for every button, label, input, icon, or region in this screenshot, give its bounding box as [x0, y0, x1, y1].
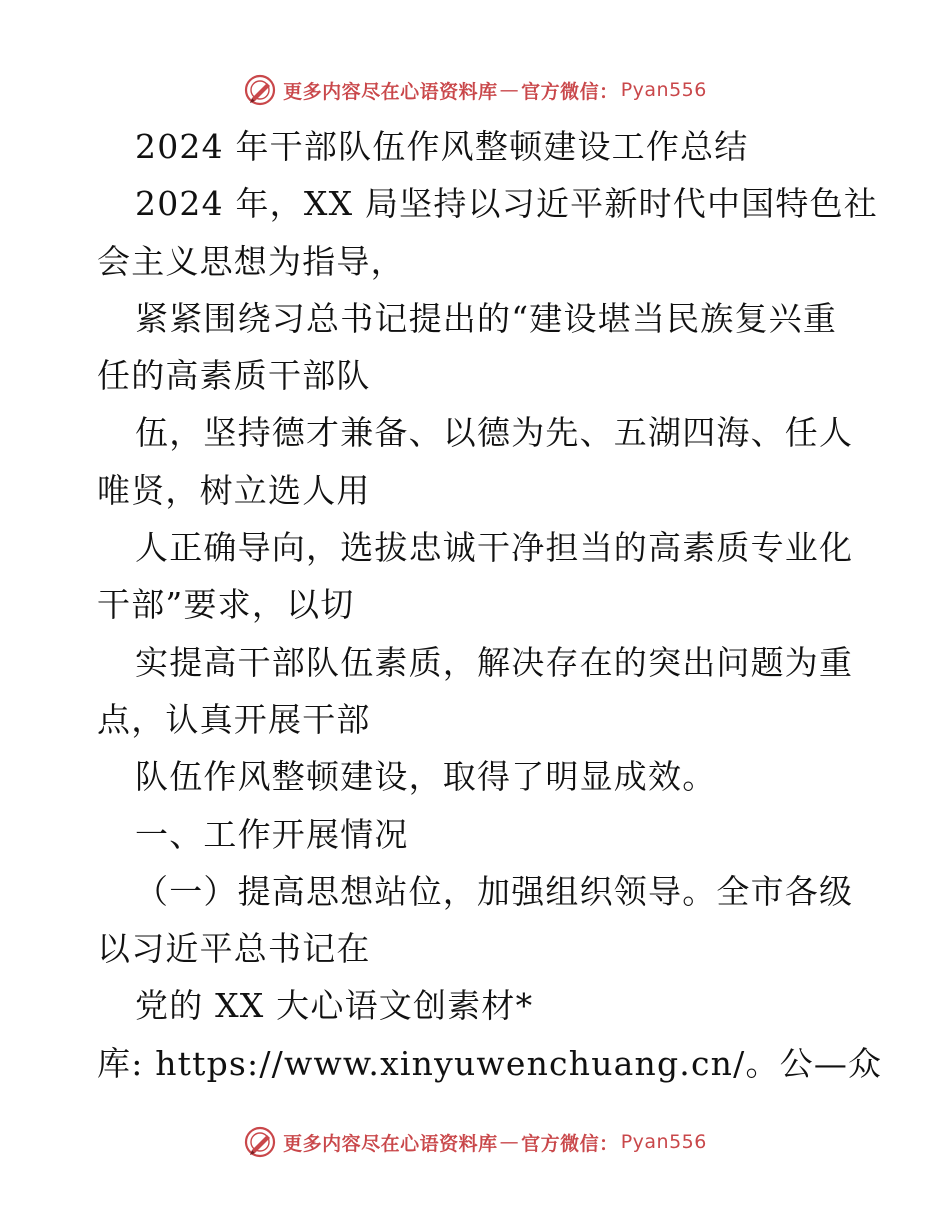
text-line: 党的 XX 大心语文创素材*: [135, 986, 534, 1026]
text-line: 人正确导向，选拔忠诚干净担当的高素质专业化: [135, 528, 854, 568]
banner-wechat-label: 官方微信：: [521, 80, 619, 103]
text-line: 点，认真开展干部: [97, 699, 371, 739]
document-body: [97, 118, 883, 1092]
text-line: （一）提高思想站位，加强组织领导。全市各级: [135, 871, 854, 911]
pen-logo-icon: [243, 73, 277, 107]
text-line: 以习近平总书记在: [97, 929, 371, 969]
banner-separator: —: [499, 79, 520, 101]
footer-watermark-banner: [0, 1124, 950, 1160]
text-line: 2024 年干部队伍作风整顿建设工作总结: [135, 127, 749, 166]
text-line: 唯贤，树立选人用: [97, 470, 371, 510]
text-line: 任的高素质干部队: [97, 356, 371, 396]
banner-wechat-id: Pyan556: [620, 1131, 707, 1153]
banner-wechat-label: 官方微信：: [521, 1132, 619, 1155]
text-line: 库: https://www.xinyuwenchuang.cn/。公—众: [97, 1043, 883, 1083]
text-line: 一、工作开展情况: [135, 814, 409, 854]
text-line: 会主义思想为指导，: [97, 241, 405, 281]
banner-text: 更多内容尽在心语资料库: [283, 1132, 498, 1155]
banner-text: 更多内容尽在心语资料库: [283, 80, 498, 103]
text-line: 实提高干部队伍素质，解决存在的突出问题为重: [135, 642, 854, 682]
text-line: 紧紧围绕习总书记提出的“建设堪当民族复兴重: [135, 298, 838, 338]
header-watermark-banner: [0, 72, 950, 108]
text-line: 队伍作风整顿建设，取得了明显成效。: [135, 757, 717, 797]
pen-logo-icon: [243, 1125, 277, 1159]
text-line: 2024 年，XX 局坚持以习近平新时代中国特色社: [135, 184, 878, 224]
text-line: 干部”要求，以切: [97, 585, 355, 625]
text-line: 伍，坚持德才兼备、以德为先、五湖四海、任人: [135, 413, 854, 453]
banner-wechat-id: Pyan556: [620, 79, 707, 101]
banner-separator: —: [499, 1131, 520, 1153]
